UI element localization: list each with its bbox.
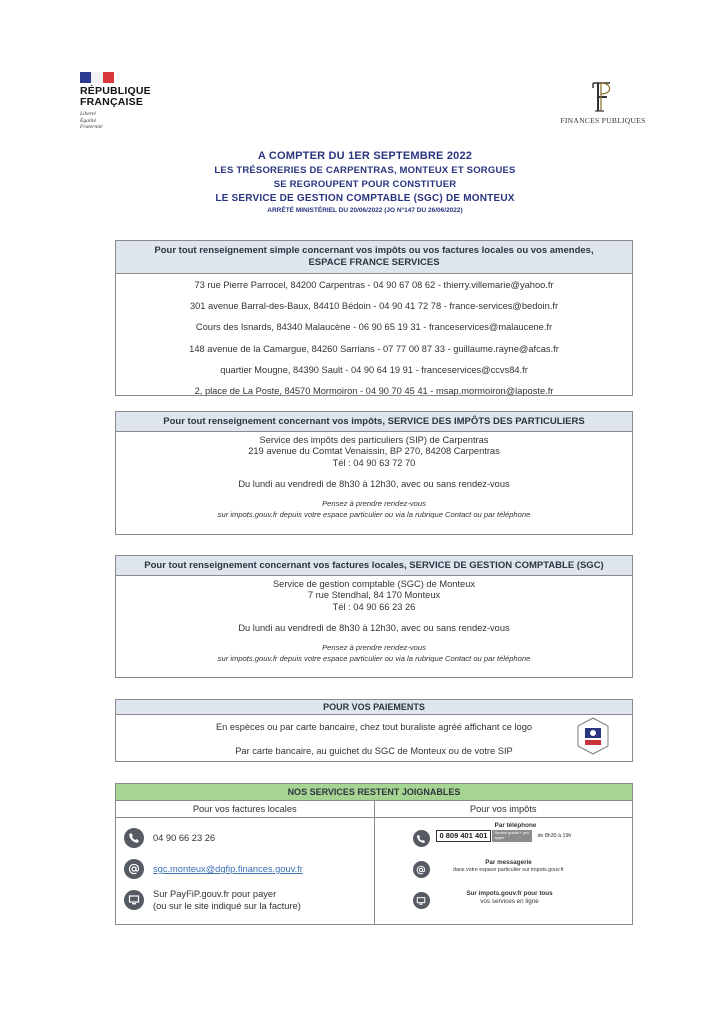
title-line2: LES TRÉSORERIES DE CARPENTRAS, MONTEUX ET SORGUES [214, 165, 516, 176]
impots-title: Pour vos impôts [375, 801, 633, 818]
sip-address: 219 avenue du Comtat Venaissin, BP 270, 84208 Carpentras [248, 446, 500, 457]
motto [80, 111, 200, 131]
sip-header: Pour tout renseignement concernant vos impôts, SERVICE DES IMPÔTS DES PARTICULIERS [116, 412, 632, 432]
decree-line: ARRÊTÉ MINISTÉRIEL DU 20/06/2022 (JO N°147 DU 26/06/2022) [267, 207, 463, 214]
payments-header: POUR VOS PAIEMENTS [116, 700, 632, 715]
sgc-note-line1: Pensez à prendre rendez-vous [322, 643, 426, 653]
sgc-address: 7 rue Stendhal, 84 170 Monteux [307, 590, 441, 601]
republique-line1: RÉPUBLIQUE [80, 85, 151, 97]
payfip-line2: (ou sur le site indiqué sur la facture) [153, 901, 301, 911]
motto-liberte: Liberté [80, 111, 96, 117]
impots-phone-number[interactable]: 0 809 401 401 [436, 830, 492, 842]
sgc-phone-number[interactable]: 04 90 66 23 26 [153, 833, 216, 843]
impots-web-line1[interactable]: Sur impots.gouv.fr pour tous [466, 890, 553, 897]
payments-box [115, 699, 633, 762]
buraliste-logo-icon [576, 717, 610, 755]
sgc-phone: Tél : 04 90 66 23 26 [332, 601, 416, 612]
sgc-email-row [116, 859, 374, 879]
impots-phone-label: Par téléphone [494, 822, 537, 829]
france-services-header [116, 241, 632, 274]
address-sault: quartier Mougne, 84390 Sault - 04 90 64 19 91 - franceservices@ccvs84.fr [220, 364, 528, 375]
sip-box [115, 411, 633, 535]
computer-icon [124, 890, 144, 910]
contact-box [115, 783, 633, 925]
phone-icon [413, 830, 430, 847]
sip-body [116, 432, 632, 520]
impots-message-row [375, 859, 633, 878]
impots-phone-hours: de 8h30 à 19h [537, 832, 572, 839]
impots-column [375, 801, 633, 924]
sgc-hours: Du lundi au vendredi de 8h30 à 12h30, avec ou sans rendez-vous [238, 623, 510, 634]
france-services-header-line1: Pour tout renseignement simple concernant vos impôts ou vos factures locales ou vos amendes, [154, 245, 594, 256]
motto-egalite: Égalité [80, 117, 96, 124]
impots-web-row [375, 890, 633, 909]
impots-message-label: Par messagerie [485, 859, 532, 866]
address-sarrians: 148 avenue de la Camargue, 84260 Sarrians - 07 77 00 87 33 - guillaume.rayne@afcas.fr [189, 343, 559, 354]
address-bedoin: 301 avenue Barral-des-Baux, 84410 Bédoin - 04 90 41 72 78 - france-services@bedoin.fr [189, 301, 559, 312]
sgc-header: Pour tout renseignement concernant vos factures locales, SERVICE DE GESTION COMPTABLE (SGC) [116, 556, 632, 576]
sgc-note [116, 643, 632, 664]
sgc-email-link[interactable]: sgc.monteux@dgfip.finances.gouv.fr [153, 864, 303, 874]
computer-icon [413, 892, 430, 909]
email-at-icon [124, 859, 144, 879]
sgc-body [116, 576, 632, 664]
payments-line2: Par carte bancaire, au guichet du SGC de Monteux ou de votre SIP [235, 746, 513, 756]
address-mormoiron: 2, place de La Poste, 84570 Mormoiron - 04 90 70 45 41 - msap.mormoiron@laposte.fr [194, 386, 554, 397]
france-services-box [115, 240, 633, 396]
sip-name: Service des impôts des particuliers (SIP) de Carpentras [259, 435, 489, 445]
sip-hours: Du lundi au vendredi de 8h30 à 12h30, avec ou sans rendez-vous [238, 479, 510, 490]
email-at-icon [413, 861, 430, 878]
sgc-box [115, 555, 633, 678]
contact-header: NOS SERVICES RESTENT JOIGNABLES [116, 784, 632, 801]
motto-fraternite: Fraternité [80, 124, 103, 130]
address-carpentras: 73 rue Pierre Parrocel, 84200 Carpentras - 04 90 67 08 62 - thierry.villemarie@yahoo.fr [194, 280, 554, 290]
sip-phone: Tél : 04 90 63 72 70 [332, 457, 416, 468]
address-malaucene: Cours des Isnards, 84340 Malaucène - 06 90 65 19 31 - franceservices@malaucene.fr [195, 322, 553, 333]
factures-locales-column [116, 801, 375, 924]
republique-line2: FRANÇAISE [80, 96, 144, 108]
impots-message-text[interactable]: dans votre espace particulier sur impots.gouv.fr [453, 867, 564, 873]
payfip-row [116, 888, 374, 912]
title-block [180, 148, 550, 216]
republique-francaise-logo [80, 72, 200, 131]
impots-phone-row [375, 822, 633, 847]
sgc-phone-row [116, 828, 374, 848]
finances-publiques-label: FINANCES PUBLIQUES [560, 116, 646, 125]
factures-locales-title: Pour vos factures locales [116, 801, 374, 818]
sip-note-line1: Pensez à prendre rendez-vous [322, 499, 426, 509]
sgc-note-line2: sur impots.gouv.fr depuis votre espace particulier ou via la rubrique Contact ou par téléphone [217, 653, 531, 663]
title-line3: SE REGROUPENT POUR CONSTITUER [273, 179, 457, 190]
finances-publiques-fp-icon [590, 80, 616, 114]
finances-publiques-logo [548, 80, 658, 125]
payments-line1: En espèces ou par carte bancaire, chez tout buraliste agréé affichant ce logo [215, 722, 533, 732]
sip-note-line2: sur impots.gouv.fr depuis votre espace particulier ou via la rubrique Contact ou par téléphone [217, 509, 531, 519]
phone-icon [124, 828, 144, 848]
payfip-line1[interactable]: Sur PayFiP.gouv.fr pour payer [153, 889, 277, 899]
impots-web-line2: vos services en ligne [480, 898, 539, 905]
france-services-header-line2: ESPACE FRANCE SERVICES [308, 257, 440, 268]
title-line4: LE SERVICE DE GESTION COMPTABLE (SGC) DE MONTEUX [215, 193, 515, 204]
french-flag-icon [80, 72, 114, 83]
sip-note [116, 499, 632, 520]
impots-phone-badge: Service gratuit + prix appel [492, 830, 532, 842]
sgc-name: Service de gestion comptable (SGC) de Monteux [272, 579, 476, 589]
title-line1: A COMPTER DU 1ER SEPTEMBRE 2022 [257, 150, 473, 162]
france-services-addresses [116, 274, 632, 402]
